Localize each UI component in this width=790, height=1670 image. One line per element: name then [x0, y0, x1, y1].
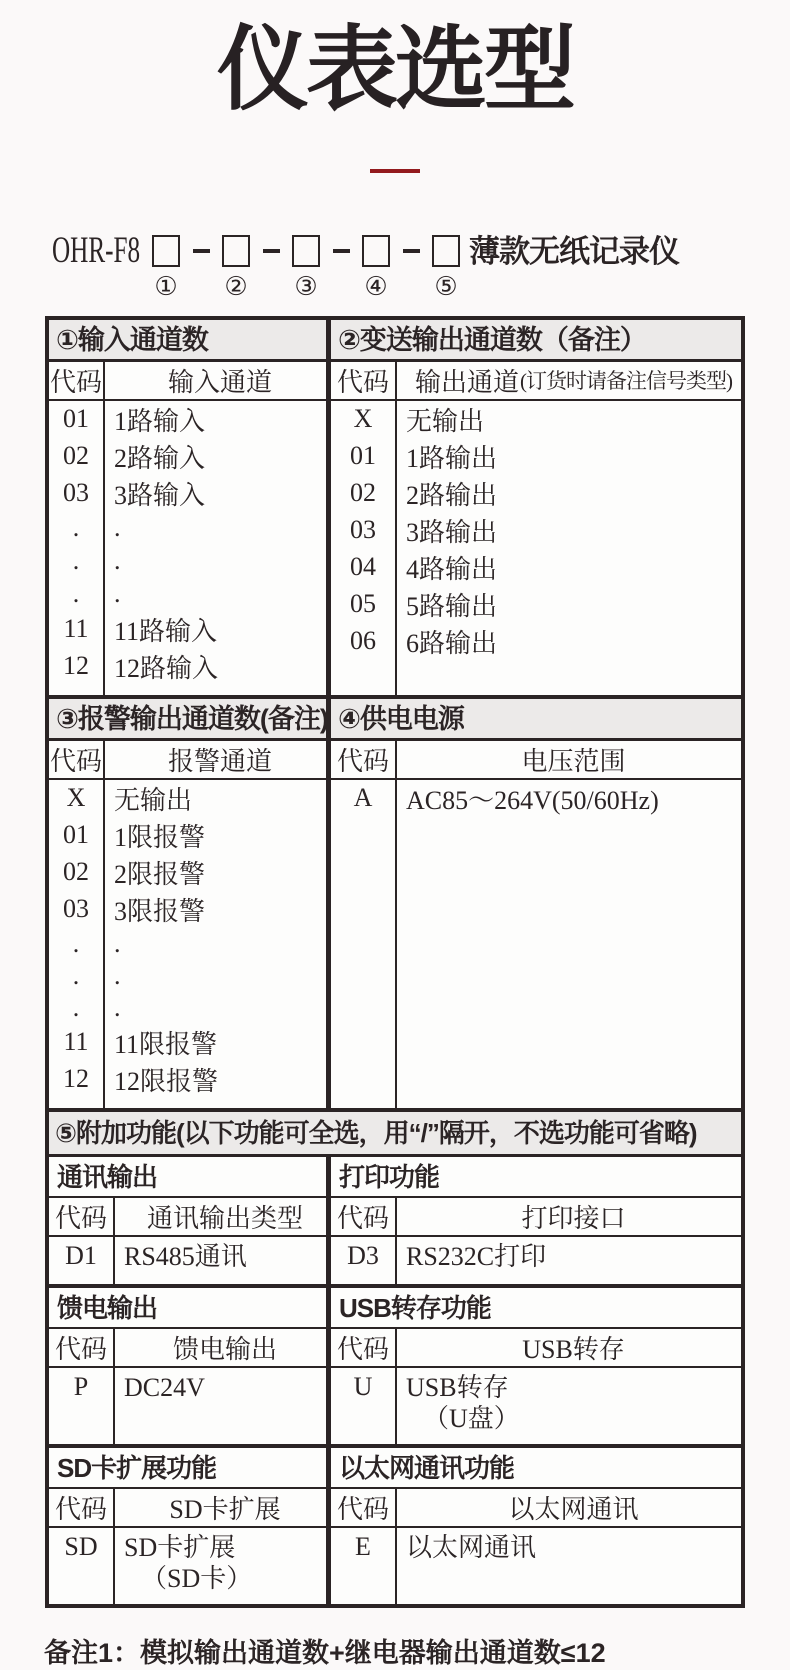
code-column-header: 代码 — [49, 1489, 115, 1526]
group-header: SD卡扩展功能 — [49, 1448, 326, 1489]
code-column-header: 代码 — [331, 1329, 397, 1366]
row-label: 3限报警 — [114, 896, 206, 926]
row-code: 01 — [49, 401, 105, 438]
row-label: 2限报警 — [114, 859, 206, 889]
section-4-header: ④供电电源 — [331, 699, 741, 741]
row-code: 05 — [331, 586, 397, 623]
section-5-row-comm-print — [49, 1157, 741, 1284]
row-label: DC24V — [124, 1372, 205, 1402]
row-code: X — [331, 401, 397, 438]
code-column-header: 代码 — [331, 1198, 397, 1235]
table-row — [49, 1528, 326, 1594]
row-label: . — [114, 579, 121, 609]
row-code: 01 — [49, 817, 105, 854]
model-code-line — [52, 229, 790, 302]
row-code: 06 — [331, 623, 397, 660]
row-label: RS232C打印 — [406, 1241, 547, 1271]
model-slot-1 — [152, 235, 180, 300]
section-1-column-headers — [49, 362, 326, 401]
row-label: 3路输出 — [406, 517, 498, 547]
section-alarm-and-power — [49, 695, 741, 1108]
row-code: 12 — [49, 648, 105, 685]
footer-note: 备注1：模拟输出通道数+继电器输出通道数≤12 — [44, 1637, 606, 1668]
row-code: 01 — [331, 438, 397, 475]
table-row — [49, 1237, 326, 1274]
row-label: 3路输入 — [114, 480, 206, 510]
group-print-function — [331, 1157, 741, 1284]
row-label: 1路输入 — [114, 406, 206, 436]
group-header: 打印功能 — [331, 1157, 741, 1198]
model-box-1 — [152, 235, 180, 267]
page-title: 仪表选型 — [216, 19, 573, 121]
value-column-header: 报警通道 — [167, 746, 272, 776]
row-code: . — [49, 992, 105, 1024]
table-row — [49, 512, 326, 545]
model-position-label-1: ① — [154, 271, 178, 302]
row-code: X — [49, 780, 105, 817]
section-2-column-headers — [331, 362, 741, 401]
row-code: 03 — [49, 891, 105, 928]
section-5-additional-functions — [49, 1108, 741, 1604]
code-column-header: 代码 — [331, 362, 397, 399]
table-row — [49, 648, 326, 685]
table-row — [331, 401, 741, 438]
dash-separator — [333, 249, 350, 253]
row-label: . — [114, 513, 121, 543]
row-sublabel: （U盘） — [423, 1403, 520, 1433]
value-column-header: 馈电输出 — [172, 1334, 277, 1364]
code-column-header: 代码 — [49, 362, 105, 399]
table-row — [49, 992, 326, 1024]
table-row — [49, 780, 326, 817]
table-row — [49, 438, 326, 475]
code-column-header: 代码 — [49, 741, 105, 778]
value-column-header: 电压范围 — [521, 746, 626, 776]
section-5-header: ⑤附加功能(以下功能可全选，用“/”隔开，不选功能可省略) — [49, 1112, 741, 1157]
row-label: RS485通讯 — [124, 1241, 247, 1271]
table-row — [49, 891, 326, 928]
row-code: 11 — [49, 611, 105, 648]
section-5-row-feed-usb — [49, 1284, 741, 1444]
selection-table — [45, 316, 745, 1608]
value-column-header: 通讯输出类型 — [146, 1203, 303, 1233]
row-code: . — [49, 960, 105, 992]
model-box-3 — [292, 235, 320, 267]
row-code: . — [49, 928, 105, 960]
section-3-column-headers — [49, 741, 326, 780]
model-suffix: 薄款无纸记录仪 — [469, 233, 679, 269]
model-slot-3 — [292, 235, 320, 300]
row-code: 03 — [331, 512, 397, 549]
table-row — [331, 512, 741, 549]
model-box-4 — [362, 235, 390, 267]
model-position-label-2: ② — [224, 271, 248, 302]
empty-cell — [49, 685, 326, 695]
table-row — [49, 960, 326, 992]
row-label: USB转存 — [406, 1372, 509, 1402]
row-label: 以太网通讯 — [406, 1532, 537, 1562]
table-row — [49, 475, 326, 512]
section-5-row-sd-ethernet — [49, 1444, 741, 1604]
value-column-header: 以太网通讯 — [508, 1494, 639, 1524]
table-row — [331, 586, 741, 623]
model-box-5 — [432, 235, 460, 267]
model-position-label-3: ③ — [294, 271, 318, 302]
value-column-header: 输入通道 — [167, 367, 272, 397]
row-code: 02 — [49, 438, 105, 475]
row-code: SD — [49, 1528, 115, 1594]
row-code: 03 — [49, 475, 105, 512]
group-ethernet — [331, 1448, 741, 1604]
row-label: 1限报警 — [114, 822, 206, 852]
row-label: 4路输出 — [406, 554, 498, 584]
row-sublabel: （SD卡） — [141, 1563, 253, 1593]
table-row — [49, 401, 326, 438]
row-code: 04 — [331, 549, 397, 586]
row-label: 12限报警 — [114, 1066, 219, 1096]
model-slot-2 — [222, 235, 250, 300]
section-input-and-transmit — [49, 320, 741, 695]
row-label: 2路输出 — [406, 480, 498, 510]
section-4-column-headers — [331, 741, 741, 780]
row-code: . — [49, 512, 105, 545]
row-label: . — [114, 546, 121, 576]
table-row — [331, 1528, 741, 1589]
table-row — [49, 578, 326, 611]
dash-separator — [193, 249, 210, 253]
empty-cell — [331, 1274, 741, 1284]
section-2-data — [331, 401, 741, 695]
empty-cell — [331, 817, 741, 1108]
model-slot-4 — [362, 235, 390, 300]
empty-cell — [331, 660, 741, 695]
model-box-2 — [222, 235, 250, 267]
group-header: USB转存功能 — [331, 1288, 741, 1329]
row-label: 无输出 — [406, 406, 485, 436]
section-3-header: ③报警输出通道数(备注) — [49, 699, 326, 741]
code-column-header: 代码 — [49, 1198, 115, 1235]
row-label: 无输出 — [114, 785, 193, 815]
code-column-header: 代码 — [331, 1489, 397, 1526]
row-code: 02 — [49, 854, 105, 891]
section-3-alarm-outputs — [49, 699, 331, 1108]
group-header: 馈电输出 — [49, 1288, 326, 1329]
table-row — [49, 817, 326, 854]
dash-separator — [263, 249, 280, 253]
row-code: D1 — [49, 1237, 115, 1274]
group-header: 以太网通讯功能 — [331, 1448, 741, 1489]
table-row — [49, 854, 326, 891]
dash-separator — [403, 249, 420, 253]
empty-cell — [49, 1274, 326, 1284]
table-row — [331, 1368, 741, 1434]
model-slot-5 — [432, 235, 460, 300]
value-column-header: USB转存 — [522, 1334, 625, 1364]
code-column-header: 代码 — [49, 1329, 115, 1366]
section-1-header: ①输入通道数 — [49, 320, 326, 362]
empty-cell — [49, 1594, 326, 1604]
model-prefix: OHR-F8 — [52, 229, 141, 271]
row-label: 12路输入 — [114, 653, 219, 683]
group-sd-card — [49, 1448, 331, 1604]
table-row — [331, 623, 741, 660]
row-code: A — [331, 780, 397, 817]
row-code: . — [49, 578, 105, 611]
empty-cell — [49, 1098, 326, 1108]
code-column-header: 代码 — [331, 741, 397, 778]
row-label: 5路输出 — [406, 591, 498, 621]
group-comm-output — [49, 1157, 331, 1284]
table-row — [331, 780, 741, 817]
row-code: . — [49, 545, 105, 578]
section-4-power-supply — [331, 699, 741, 1108]
table-row — [331, 549, 741, 586]
value-column-header: SD卡扩展 — [169, 1494, 281, 1524]
row-label: 1路输出 — [406, 443, 498, 473]
group-usb-transfer — [331, 1288, 741, 1444]
row-label: . — [114, 928, 121, 958]
value-column-header: 打印接口 — [521, 1203, 626, 1233]
row-label: SD卡扩展 — [124, 1532, 236, 1562]
empty-cell — [331, 1434, 741, 1444]
table-row — [331, 1237, 741, 1274]
row-label: . — [114, 992, 121, 1022]
section-2-transmit-outputs — [331, 320, 741, 695]
row-label: AC85～264V(50/60Hz) — [406, 785, 659, 815]
row-label: 6路输出 — [406, 628, 498, 658]
table-row — [49, 1061, 326, 1098]
table-row — [49, 1024, 326, 1061]
row-code: E — [331, 1528, 397, 1589]
table-row — [49, 1368, 326, 1432]
section-4-data — [331, 780, 741, 1108]
table-row — [49, 545, 326, 578]
row-code: 12 — [49, 1061, 105, 1098]
empty-cell — [331, 1589, 741, 1604]
section-2-header: ②变送输出通道数（备注） — [331, 320, 741, 362]
table-row — [331, 475, 741, 512]
row-code: 11 — [49, 1024, 105, 1061]
empty-cell — [49, 1432, 326, 1444]
row-code: P — [49, 1368, 115, 1432]
section-1-input-channels — [49, 320, 331, 695]
section-1-data — [49, 401, 326, 695]
group-header: 通讯输出 — [49, 1157, 326, 1198]
row-code: 02 — [331, 475, 397, 512]
section-3-data — [49, 780, 326, 1108]
table-row — [49, 611, 326, 648]
table-row — [331, 438, 741, 475]
row-code: D3 — [331, 1237, 397, 1274]
title-divider — [370, 169, 420, 173]
model-position-label-5: ⑤ — [434, 271, 458, 302]
table-row — [49, 928, 326, 960]
row-label: 11路输入 — [114, 616, 218, 646]
value-column-header: 输出通道 — [414, 367, 519, 397]
group-feed-output — [49, 1288, 331, 1444]
row-label: . — [114, 960, 121, 990]
value-column-note: (订货时请备注信号类型) — [520, 369, 732, 394]
row-label: 2路输入 — [114, 443, 206, 473]
row-label: 11限报警 — [114, 1029, 218, 1059]
model-position-label-4: ④ — [364, 271, 388, 302]
row-code: U — [331, 1368, 397, 1434]
